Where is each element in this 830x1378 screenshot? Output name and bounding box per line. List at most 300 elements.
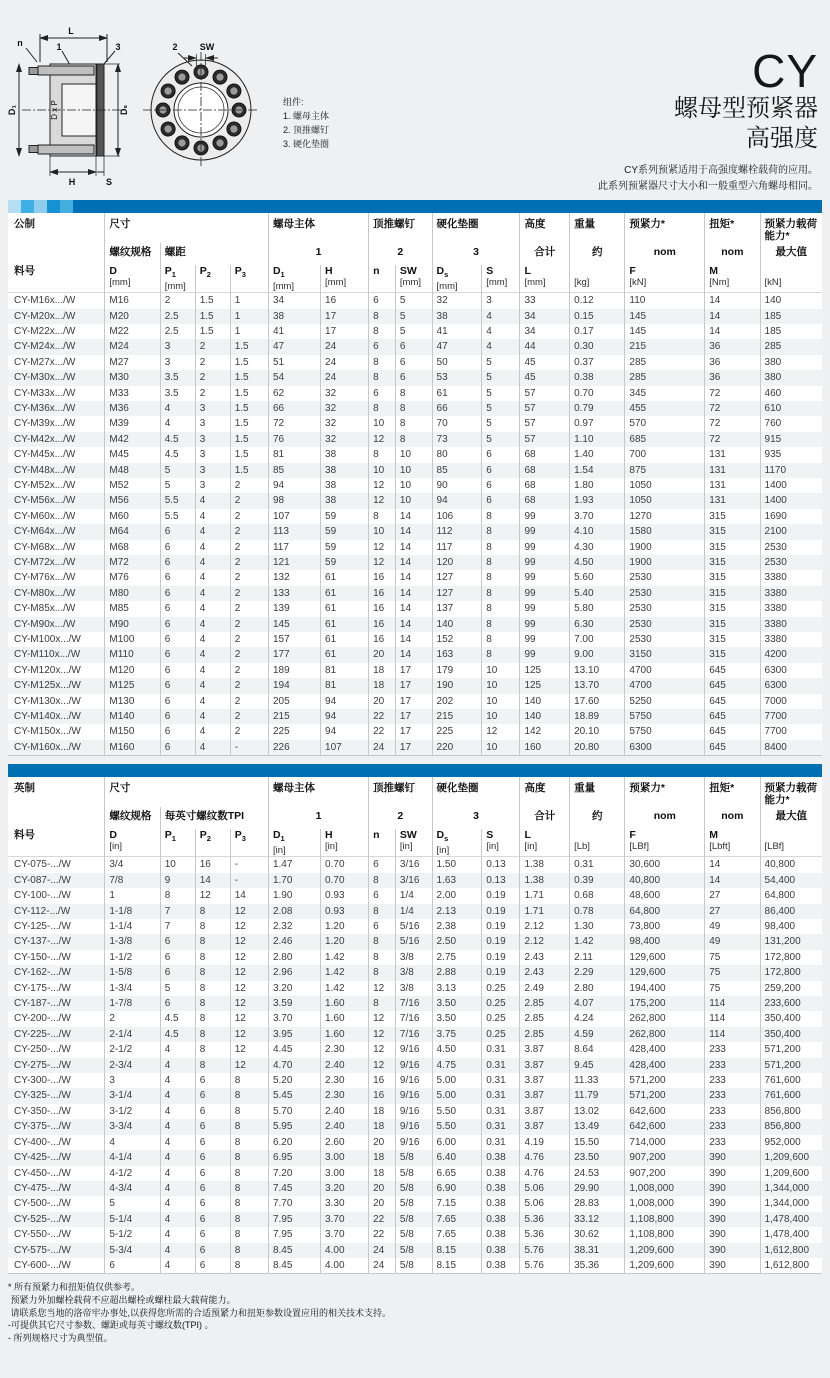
- table-cell: 8: [230, 1196, 268, 1211]
- table-cell: 59: [321, 509, 369, 524]
- table-cell: 4: [160, 1196, 195, 1211]
- table-cell: 1.38: [520, 873, 570, 888]
- table-cell: 68: [520, 493, 570, 508]
- table-cell: 3.70: [570, 509, 625, 524]
- dim-label-d1: D₁: [7, 104, 17, 116]
- header-cell: nom: [625, 243, 705, 265]
- table-cell: 1.90: [268, 888, 320, 903]
- table-cell: 5/8: [395, 1181, 432, 1196]
- header-row: [8, 807, 822, 829]
- table-cell: 68: [520, 463, 570, 478]
- table-cell: 4: [482, 324, 520, 339]
- table-cell: 0.38: [482, 1150, 520, 1165]
- table-cell: 12: [230, 919, 268, 934]
- table-cell: 0.19: [482, 965, 520, 980]
- table-cell: 5/16: [395, 919, 432, 934]
- table-cell: 54: [268, 370, 320, 385]
- header-cell: 最大值: [760, 243, 822, 265]
- table-cell: 5.5: [160, 509, 195, 524]
- table-cell: 131: [705, 447, 760, 462]
- band-square: [34, 200, 47, 213]
- table-cell: 6: [160, 570, 195, 585]
- table-cell: 9/16: [395, 1058, 432, 1073]
- table-cell: 0.31: [482, 1135, 520, 1150]
- table-cell: 5-1/2: [105, 1227, 160, 1242]
- table-cell: 8: [369, 401, 396, 416]
- table-cell: 2: [105, 1011, 160, 1026]
- table-cell: CY-M76x.../W: [14, 572, 76, 584]
- table-cell: 8: [482, 555, 520, 570]
- table-cell: 4: [195, 663, 230, 678]
- table-cell: 4: [195, 586, 230, 601]
- table-cell: 12: [369, 1058, 396, 1073]
- table-row: [8, 873, 822, 888]
- table-cell: M60: [105, 509, 160, 524]
- table-cell: 4.75: [432, 1058, 482, 1073]
- table-cell: CY-M130x.../W: [14, 695, 81, 707]
- table-cell: 3.87: [520, 1104, 570, 1119]
- table-cell: 1: [230, 309, 268, 324]
- part-callout-2: 2: [172, 42, 178, 52]
- table-cell: CY-M16x.../W: [14, 295, 76, 307]
- table-cell: 233: [705, 1058, 760, 1073]
- table-cell: 81: [321, 678, 369, 693]
- header-cell: 约: [570, 243, 625, 265]
- table-cell: 3.87: [520, 1088, 570, 1103]
- table-cell: 41: [268, 324, 320, 339]
- table-cell: 1,344,000: [760, 1181, 822, 1196]
- table-cell: 16: [369, 1073, 396, 1088]
- table-cell: 47: [432, 339, 482, 354]
- table-cell: 1.60: [321, 996, 369, 1011]
- table-cell: 5: [482, 370, 520, 385]
- table-cell: 14: [705, 293, 760, 309]
- table-cell: 45: [520, 370, 570, 385]
- table-cell: 99: [520, 555, 570, 570]
- table-cell: 20: [369, 1196, 396, 1211]
- table-cell: 61: [321, 647, 369, 662]
- table-cell: 94: [321, 709, 369, 724]
- table-cell: 10: [395, 447, 432, 462]
- table-cell: 642,600: [625, 1119, 705, 1134]
- table-cell: 0.19: [482, 919, 520, 934]
- table-cell: 14: [395, 509, 432, 524]
- table-cell: 8: [482, 586, 520, 601]
- table-cell: 0.31: [482, 1073, 520, 1088]
- table-cell: 14: [395, 570, 432, 585]
- table-cell: 9.45: [570, 1058, 625, 1073]
- table-cell: 0.79: [570, 401, 625, 416]
- table-cell: 99: [520, 647, 570, 662]
- table-cell: 1.5: [230, 355, 268, 370]
- table-row: [8, 509, 822, 524]
- table-cell: 0.25: [482, 996, 520, 1011]
- table-cell: 4: [160, 1104, 195, 1119]
- table-cell: 32: [321, 416, 369, 431]
- table-cell: 59: [321, 555, 369, 570]
- table-cell: 12: [195, 888, 230, 903]
- table-cell: M85: [105, 601, 160, 616]
- table-cell: 1-5/8: [105, 965, 160, 980]
- table-cell: M16: [105, 293, 160, 309]
- page-subtitle: 螺母型预紧器: [674, 95, 818, 122]
- table-cell: 99: [520, 570, 570, 585]
- table-cell: 7.65: [432, 1212, 482, 1227]
- table-cell: 285: [625, 355, 705, 370]
- table-cell: 18: [369, 1150, 396, 1165]
- table-row: [8, 1135, 822, 1150]
- table-cell: 30.62: [570, 1227, 625, 1242]
- table-cell: 5: [482, 386, 520, 401]
- table-cell: 1.38: [520, 857, 570, 873]
- table-cell: 1.40: [570, 447, 625, 462]
- table-cell: 1,108,800: [625, 1227, 705, 1242]
- table-cell: 262,800: [625, 1011, 705, 1026]
- table-cell: 571,200: [760, 1058, 822, 1073]
- table-cell: 99: [520, 524, 570, 539]
- table-cell: 645: [705, 724, 760, 739]
- header-cell: D [mm]: [105, 265, 160, 293]
- table-row: [8, 950, 822, 965]
- table-cell: 10: [482, 694, 520, 709]
- table-cell: 6: [160, 617, 195, 632]
- table-cell: 49: [705, 919, 760, 934]
- table-cell: 8: [195, 996, 230, 1011]
- table-cell: 129,600: [625, 950, 705, 965]
- dim-label-l: L: [68, 26, 74, 36]
- table-cell: 5250: [625, 694, 705, 709]
- table-cell: 76: [268, 432, 320, 447]
- table-cell: 14: [395, 632, 432, 647]
- table-cell: 0.38: [482, 1227, 520, 1242]
- table-cell: 125: [520, 678, 570, 693]
- table-cell: 140: [520, 694, 570, 709]
- table-cell: 6: [195, 1135, 230, 1150]
- table-cell: 4.76: [520, 1166, 570, 1181]
- table-cell: CY-450-.../W: [14, 1167, 71, 1179]
- table-cell: 7/16: [395, 1011, 432, 1026]
- table-cell: 4: [160, 1181, 195, 1196]
- table-cell: 4: [160, 1119, 195, 1134]
- table-cell: 66: [268, 401, 320, 416]
- table-cell: 10: [482, 740, 520, 756]
- table-cell: 1.63: [432, 873, 482, 888]
- table-cell: 645: [705, 663, 760, 678]
- table-cell: 0.31: [482, 1042, 520, 1057]
- table-cell: 315: [705, 632, 760, 647]
- table-cell: 7000: [760, 694, 822, 709]
- table-cell: 1.70: [268, 873, 320, 888]
- table-cell: 11.79: [570, 1088, 625, 1103]
- table-cell: 6: [160, 950, 195, 965]
- table-cell: 5.36: [520, 1227, 570, 1242]
- header-cell: $P_3$: [230, 265, 268, 293]
- table-row: [8, 888, 822, 903]
- table-cell: 72: [268, 416, 320, 431]
- table-cell: CY-M160x.../W: [14, 741, 81, 753]
- table-cell: 685: [625, 432, 705, 447]
- table-cell: 12: [230, 934, 268, 949]
- legend-item: 2. 顶推螺钉: [283, 124, 330, 135]
- table-cell: 5.70: [268, 1104, 320, 1119]
- table-cell: 4200: [760, 647, 822, 662]
- table-cell: 1,478,400: [760, 1227, 822, 1242]
- table-cell: 17: [395, 709, 432, 724]
- table-cell: 3380: [760, 570, 822, 585]
- table-cell: 1.60: [321, 1011, 369, 1026]
- table-cell: 0.30: [570, 339, 625, 354]
- table-cell: 714,000: [625, 1135, 705, 1150]
- table-cell: 6: [195, 1088, 230, 1103]
- table-cell: 107: [268, 509, 320, 524]
- table-cell: 2530: [625, 601, 705, 616]
- table-cell: 390: [705, 1166, 760, 1181]
- table-cell: 172,800: [760, 965, 822, 980]
- table-cell: 315: [705, 570, 760, 585]
- table-cell: 2.43: [520, 950, 570, 965]
- table-cell: 380: [760, 370, 822, 385]
- table-cell: CY-M22x.../W: [14, 325, 76, 337]
- table-cell: 16: [369, 570, 396, 585]
- header-cell: 螺距: [160, 243, 268, 265]
- table-cell: 215: [625, 339, 705, 354]
- table-cell: 194,400: [625, 981, 705, 996]
- table-cell: 0.19: [482, 934, 520, 949]
- table-cell: 59: [321, 540, 369, 555]
- table-cell: CY-M85x.../W: [14, 603, 76, 615]
- table-cell: CY-M42x.../W: [14, 433, 76, 445]
- table-cell: 8: [482, 601, 520, 616]
- table-row: [8, 370, 822, 385]
- table-cell: 1.20: [321, 919, 369, 934]
- table-cell: 3: [160, 339, 195, 354]
- header-cell: 尺寸: [105, 777, 269, 807]
- table-cell: 0.38: [482, 1181, 520, 1196]
- table-row: [8, 463, 822, 478]
- table-row: [8, 586, 822, 601]
- table-cell: 760: [760, 416, 822, 431]
- table-cell: 2530: [625, 632, 705, 647]
- table-cell: 8: [482, 632, 520, 647]
- table-cell: 2-1/4: [105, 1027, 160, 1042]
- table-cell: CY-M150x.../W: [14, 726, 81, 738]
- header-cell: SW [mm]: [395, 265, 432, 293]
- table-cell: 185: [760, 309, 822, 324]
- table-cell: 24: [321, 370, 369, 385]
- table-cell: 49: [705, 934, 760, 949]
- table-cell: 4: [195, 524, 230, 539]
- table-cell: 10: [395, 493, 432, 508]
- table-cell: 6: [160, 632, 195, 647]
- header-cell: S [mm]: [482, 265, 520, 293]
- table-cell: 4.07: [570, 996, 625, 1011]
- table-cell: 0.31: [482, 1119, 520, 1134]
- table-cell: 32: [321, 401, 369, 416]
- header-cell: $P_3$: [230, 829, 268, 857]
- table-cell: 8: [195, 965, 230, 980]
- table-cell: 3/4: [105, 857, 160, 873]
- imperial-table: [8, 777, 822, 1274]
- table-cell: 6: [105, 1258, 160, 1274]
- table-cell: -: [230, 857, 268, 873]
- table-cell: 61: [321, 632, 369, 647]
- table-cell: 137: [432, 601, 482, 616]
- table-cell: 12: [369, 493, 396, 508]
- table-cell: 8: [195, 950, 230, 965]
- table-cell: 0.25: [482, 981, 520, 996]
- table-cell: 14: [395, 601, 432, 616]
- table-cell: M120: [105, 663, 160, 678]
- header-cell: $P_2$: [195, 265, 230, 293]
- table-cell: 8: [195, 1011, 230, 1026]
- table-cell: 177: [268, 647, 320, 662]
- table-cell: 5/8: [395, 1258, 432, 1274]
- table-cell: 233: [705, 1073, 760, 1088]
- table-row: [8, 293, 822, 309]
- table-cell: 14: [705, 857, 760, 873]
- table-cell: M36: [105, 401, 160, 416]
- table-cell: 10: [482, 678, 520, 693]
- table-cell: 8: [230, 1212, 268, 1227]
- table-cell: 127: [432, 586, 482, 601]
- table-cell: 14: [195, 873, 230, 888]
- table-cell: 4.45: [268, 1042, 320, 1057]
- table-cell: 0.93: [321, 904, 369, 919]
- table-cell: 6.65: [432, 1166, 482, 1181]
- footnote-line: 预紧力外加螺栓载荷不应超出螺栓或螺柱最大载荷能力。: [8, 1294, 236, 1305]
- table-cell: 32: [321, 386, 369, 401]
- table-cell: 761,600: [760, 1073, 822, 1088]
- table-cell: 99: [520, 632, 570, 647]
- table-row: [8, 1258, 822, 1274]
- table-cell: 3: [195, 447, 230, 462]
- table-cell: 0.37: [570, 355, 625, 370]
- table-cell: 125: [520, 663, 570, 678]
- table-cell: 8: [230, 1166, 268, 1181]
- table-cell: M72: [105, 555, 160, 570]
- band-square: [21, 200, 34, 213]
- table-cell: 5: [395, 309, 432, 324]
- table-cell: 114: [705, 1011, 760, 1026]
- table-row: [8, 617, 822, 632]
- table-cell: 20: [369, 1181, 396, 1196]
- table-cell: 390: [705, 1243, 760, 1258]
- table-cell: 140: [760, 293, 822, 309]
- table-cell: 179: [432, 663, 482, 678]
- table-cell: CY-M56x.../W: [14, 495, 76, 507]
- header-row: [8, 777, 822, 807]
- table-cell: 4-3/4: [105, 1181, 160, 1196]
- table-cell: 0.93: [321, 888, 369, 903]
- header-cell: 每英寸螺纹数TPI: [160, 807, 268, 829]
- table-cell: 8: [195, 1058, 230, 1073]
- table-cell: 81: [321, 663, 369, 678]
- table-cell: 3.87: [520, 1073, 570, 1088]
- table-row: [8, 981, 822, 996]
- table-cell: 1/4: [395, 888, 432, 903]
- table-cell: CY-600-.../W: [14, 1259, 71, 1271]
- table-cell: 1.71: [520, 904, 570, 919]
- table-cell: 390: [705, 1258, 760, 1274]
- table-cell: 48,600: [625, 888, 705, 903]
- table-cell: 36: [705, 370, 760, 385]
- table-cell: 0.97: [570, 416, 625, 431]
- table-cell: M125: [105, 678, 160, 693]
- table-cell: 4: [195, 632, 230, 647]
- table-cell: 145: [625, 309, 705, 324]
- table-cell: 4.30: [570, 540, 625, 555]
- table-cell: 8: [230, 1135, 268, 1150]
- band-square: [47, 200, 60, 213]
- table-row: [8, 1150, 822, 1165]
- table-cell: 8: [482, 524, 520, 539]
- header-cell: 预紧力*: [625, 213, 705, 243]
- table-cell: 9/16: [395, 1119, 432, 1134]
- table-row: [8, 540, 822, 555]
- table-cell: CY-350-.../W: [14, 1105, 71, 1117]
- table-cell: 2: [230, 694, 268, 709]
- table-cell: 7: [160, 919, 195, 934]
- table-cell: 610: [760, 401, 822, 416]
- footnotes: [8, 1281, 822, 1344]
- table-cell: 33.12: [570, 1212, 625, 1227]
- table-cell: 32: [432, 293, 482, 309]
- table-cell: 875: [625, 463, 705, 478]
- dim-label-ds: Dₛ: [119, 105, 129, 115]
- table-cell: M30: [105, 370, 160, 385]
- table-cell: 98,400: [760, 919, 822, 934]
- table-cell: CY-M125x.../W: [14, 680, 81, 692]
- table-cell: 1: [105, 888, 160, 903]
- footnote-line: * 所有预紧力和扭矩值仅供参考。: [8, 1282, 141, 1293]
- table-cell: 3: [195, 478, 230, 493]
- table-row: [8, 555, 822, 570]
- table-cell: 12: [369, 432, 396, 447]
- table-cell: 14: [705, 309, 760, 324]
- imperial-table-section: [8, 764, 822, 1274]
- table-cell: 1,478,400: [760, 1212, 822, 1227]
- table-cell: 38: [321, 463, 369, 478]
- table-cell: 157: [268, 632, 320, 647]
- table-cell: 6: [160, 601, 195, 616]
- table-cell: 14: [705, 873, 760, 888]
- table-cell: 8: [195, 981, 230, 996]
- table-cell: 5.76: [520, 1243, 570, 1258]
- table-cell: 2.40: [321, 1058, 369, 1073]
- table-cell: 7/16: [395, 1027, 432, 1042]
- table-cell: M33: [105, 386, 160, 401]
- table-cell: M64: [105, 524, 160, 539]
- table-cell: CY-M120x.../W: [14, 664, 81, 676]
- header-cell: 顶推螺钉: [369, 777, 432, 807]
- table-cell: 8: [195, 934, 230, 949]
- table-cell: 571,200: [625, 1088, 705, 1103]
- table-row: [8, 1243, 822, 1258]
- footnote-line: - 所列规格尺寸为典型值。: [8, 1332, 113, 1343]
- table-cell: M130: [105, 694, 160, 709]
- table-cell: 2: [230, 601, 268, 616]
- header-cell: 约: [570, 807, 625, 829]
- table-cell: 8: [482, 647, 520, 662]
- table-accent-band: [8, 764, 822, 777]
- footnote-line: 请联系您当地的洛帝牢办事处,以获得您所需的合适预紧力和扭矩参数设置应用的相关技术支持。: [8, 1307, 392, 1318]
- table-cell: 4.10: [570, 524, 625, 539]
- table-cell: 20.10: [570, 724, 625, 739]
- table-cell: M160: [105, 740, 160, 756]
- table-cell: 315: [705, 509, 760, 524]
- header-cell: 3: [432, 807, 520, 829]
- header-cell: 螺母主体: [268, 213, 368, 243]
